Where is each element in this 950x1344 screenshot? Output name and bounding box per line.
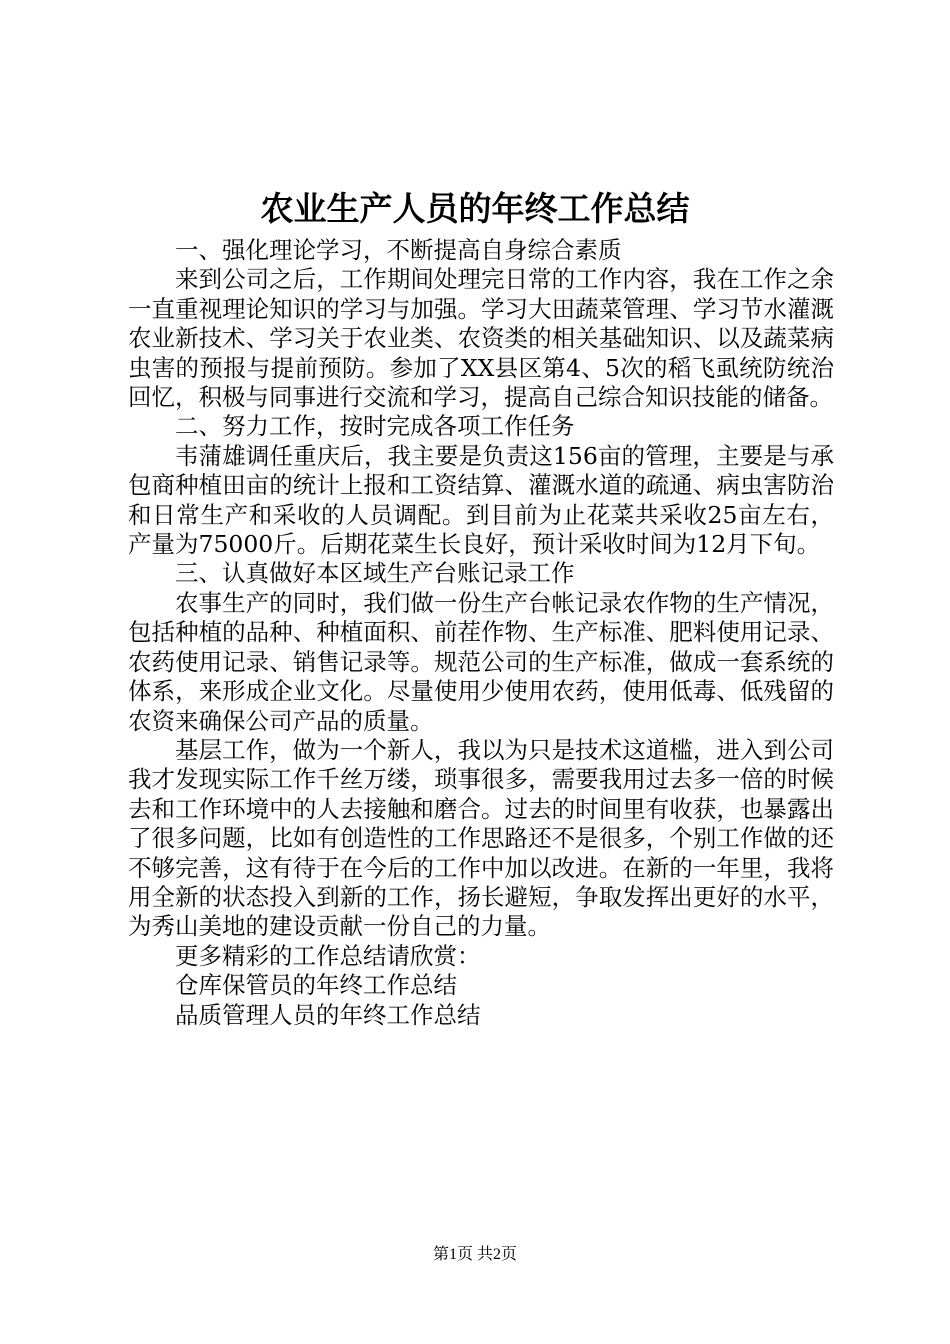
section-heading-1: 一、强化理论学习，不断提高自身综合素质 [175,236,622,264]
body-paragraph: 韦蒲雄调任重庆后，我主要是负责这156亩的管理，主要是与承包商种植田亩的统计上报和工资结算、灌溉水道的疏通、病虫害防治和日常生产和采收的人员调配。到目前为止花菜共采收25亩左右，产量为75000斤。后期花菜生长良好，预计采收时间为12月下旬。 [128,441,834,559]
body-paragraph: 来到公司之后，工作期间处理完日常的工作内容，我在工作之余一直重视理论知识的学习与加强。学习大田蔬菜管理、学习节水灌溉农业新技术、学习关于农业类、农资类的相关基础知识、以及蔬菜病虫害的预报与提前预防。参加了XX县区第4、5次的稻飞虱统防统治回忆，积极与同事进行交流和学习，提高自己综合知识技能的储备。 [128,265,834,412]
document-title: 农业生产人员的年终工作总结 [260,189,690,228]
page-indicator: 第1页 共2页 [432,1246,517,1263]
related-link-item [128,971,834,1000]
related-link-quality-manager[interactable]: 品质管理人员的年终工作总结 [175,1000,481,1029]
related-link-warehouse-keeper[interactable]: 仓库保管员的年终工作总结 [175,971,457,1000]
body-paragraph: 农事生产的同时，我们做一份生产台帐记录农作物的生产情况，包括种植的品种、种植面积、前茬作物、生产标准、肥料使用记录、农药使用记录、销售记录等。规范公司的生产标准，做成一套系统的体系，来形成企业文化。尽量使用少使用农药，使用低毒、低残留的农资来确保公司产品的质量。 [128,588,834,735]
document-body [128,236,834,1030]
section-heading-3: 三、认真做好本区域生产台账记录工作 [175,559,575,588]
section-heading-2: 二、努力工作，按时完成各项工作任务 [175,412,575,441]
more-summaries-intro: 更多精彩的工作总结请欣赏： [175,941,481,970]
related-link-item [128,1001,834,1030]
body-paragraph: 基层工作，做为一个新人，我以为只是技术这道槛，进入到公司我才发现实际工作千丝万缕，琐事很多，需要我用过去多一倍的时候去和工作环境中的人去接触和磨合。过去的时间里有收获，也暴露出了很多问题，比如有创造性的工作思路还不是很多，个别工作做的还不够完善，这有待于在今后的工作中加以改进。在新的一年里，我将用全新的状态投入到新的工作，扬长避短，争取发挥出更好的水平，为秀山美地的建设贡献一份自己的力量。 [128,735,834,941]
